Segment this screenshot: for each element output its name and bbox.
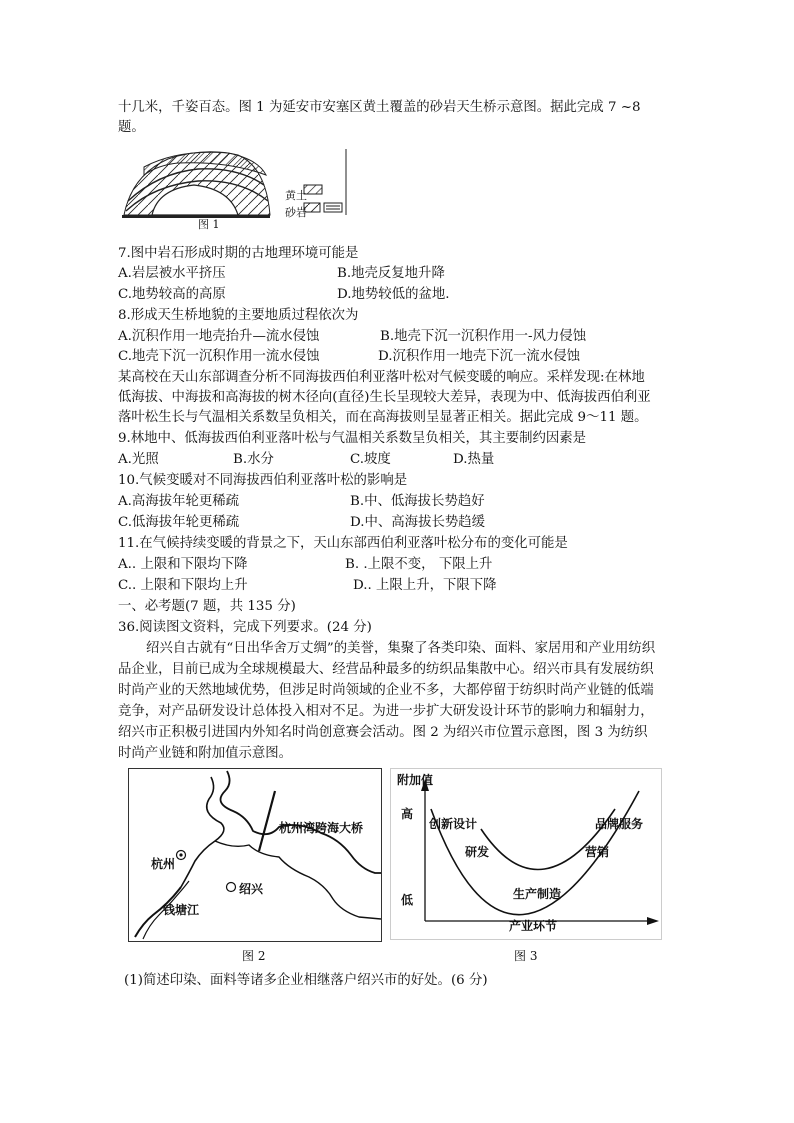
q9-stem: 9.林地中、低海拔西伯利亚落叶松与气温相关系数呈负相关，其主要制约因素是 bbox=[118, 431, 587, 446]
intro-line-2: 题。 bbox=[118, 120, 145, 135]
figure-3-label-innovation: 创新设计 bbox=[429, 817, 478, 831]
q36-para-line-3: 时尚产业的天然地域优势，但涉足时尚领域的企业不多，大都停留于纺织时尚产业链的低端 bbox=[118, 683, 654, 698]
figure-1-legend-loess: 黄土 bbox=[285, 189, 307, 202]
figure-2-caption: 图 2 bbox=[242, 949, 266, 963]
figure-3-axes-and-curves bbox=[391, 769, 661, 939]
q9-option-d: D.热量 bbox=[453, 452, 495, 467]
q7-option-c: C.地势较高的高原 bbox=[118, 287, 226, 302]
q8-option-b: B.地壳下沉一沉积作用一-风力侵蚀 bbox=[380, 329, 587, 344]
q36-para-line-5: 绍兴市正积极引进国内外知名时尚创意赛会活动。图 2 为绍兴市位置示意图，图 3 为纺织 bbox=[118, 725, 648, 740]
figure-3-x-title: 产业环节 bbox=[509, 919, 558, 933]
figure-3-y-high: 高 bbox=[401, 807, 414, 821]
figure-2-label-hangzhou: 杭州 bbox=[151, 857, 176, 871]
figure-2-map bbox=[128, 768, 382, 942]
figure-2-label-shaoxing: 绍兴 bbox=[239, 882, 264, 896]
q9-option-c: C.坡度 bbox=[350, 452, 391, 467]
q10-option-a: A.高海拔年轮更稀疏 bbox=[118, 494, 240, 509]
passage2-line-1: 某高校在天山东部调查分析不同海拔西伯利亚落叶松对气候变暖的响应。采样发现:在林地 bbox=[118, 370, 645, 385]
figure-2-label-bridge: 杭州湾跨海大桥 bbox=[279, 821, 364, 835]
q36-stem: 36.阅读图文资料，完成下列要求。(24 分) bbox=[118, 620, 372, 635]
figure-3-label-brand: 品牌服务 bbox=[595, 817, 644, 831]
q11-option-c: C.. 上限和下限均上升 bbox=[118, 578, 248, 593]
q11-option-a: A.. 上限和下限均下降 bbox=[118, 557, 248, 572]
q7-option-a: A.岩层被水平挤压 bbox=[118, 266, 226, 281]
q10-option-d: D.中、高海拔长势趋缓 bbox=[350, 515, 486, 530]
intro-line-1: 十几米，千姿百态。图 1 为延安市安塞区黄土覆盖的砂岩天生桥示意图。据此完成 7 ~8 bbox=[118, 100, 641, 115]
passage2-line-3: 落叶松生长与气温相关系数呈负相关，而在高海拔则呈显著正相关。据此完成 9～11 题。 bbox=[118, 410, 648, 425]
figure-1-caption: 图 1 bbox=[198, 218, 220, 231]
figure-3-caption: 图 3 bbox=[514, 949, 538, 963]
figure-1-legend-sandstone: 砂岩 bbox=[285, 206, 307, 219]
figure-3-smile-curve bbox=[390, 768, 662, 940]
q8-option-c: C.地壳下沉一沉积作用一流水侵蚀 bbox=[118, 349, 320, 364]
q8-option-d: D.沉积作用一地壳下沉一流水侵蚀 bbox=[378, 349, 580, 364]
figure-3-label-production: 生产制造 bbox=[513, 887, 562, 901]
q10-option-c: C.低海拔年轮更稀疏 bbox=[118, 515, 240, 530]
figure-3-y-low: 低 bbox=[401, 893, 414, 907]
figure-3-label-rnd: 研发 bbox=[465, 845, 490, 859]
q10-stem: 10.气候变暖对不同海拔西伯利亚落叶松的影响是 bbox=[118, 473, 408, 488]
q8-option-a: A.沉积作用一地壳抬升—流水侵蚀 bbox=[118, 329, 320, 344]
q36-sub-1: (1)简述印染、面料等诸多企业相继落户绍兴市的好处。(6 分) bbox=[124, 973, 488, 988]
q8-stem: 8.形成天生桥地貌的主要地质过程依次为 bbox=[118, 308, 359, 323]
q11-option-b: B. .上限不变， 下限上升 bbox=[345, 557, 493, 572]
passage2-line-2: 低海拔、中海拔和高海拔的树木径向(直径)生长呈现较大差异，表现为中、低海拔西伯利亚 bbox=[118, 390, 651, 405]
q36-para-line-6: 时尚产业链和附加值示意图。 bbox=[118, 746, 293, 761]
figure-3-label-marketing: 营销 bbox=[585, 845, 610, 859]
figure-1-sandstone-bridge bbox=[118, 145, 350, 231]
q11-option-d: D.. 上限上升，下限下降 bbox=[353, 578, 497, 593]
q10-option-b: B.中、低海拔长势趋好 bbox=[350, 494, 485, 509]
figure-1-diagram bbox=[118, 145, 350, 231]
figure-3-y-title: 附加值 bbox=[397, 773, 434, 787]
figure-2-label-river: 钱塘江 bbox=[163, 903, 200, 917]
section-header: 一、必考题(7 题，共 135 分) bbox=[118, 599, 296, 614]
q36-para-line-4: 竞争，对产品研发设计总体投入相对不足。为进一步扩大研发设计环节的影响力和辐射力， bbox=[118, 704, 654, 719]
q11-stem: 11.在气候持续变暖的背景之下，天山东部西伯利亚落叶松分布的变化可能是 bbox=[118, 536, 568, 551]
q9-option-a: A.光照 bbox=[118, 452, 159, 467]
q7-stem: 7.图中岩石形成时期的古地理环境可能是 bbox=[118, 246, 359, 261]
q36-para-line-1: 绍兴自古就有“日出华舍万丈绸”的美誉，集聚了各类印染、面料、家居用和产业用纺织 bbox=[146, 641, 656, 656]
q9-option-b: B.水分 bbox=[233, 452, 274, 467]
q7-option-d: D.地势较低的盆地. bbox=[337, 287, 450, 302]
q7-option-b: B.地壳反复地升降 bbox=[337, 266, 445, 281]
q36-para-line-2: 品企业，目前已成为全球规模最大、经营品种最多的纺织品集散中心。绍兴市具有发展纺织 bbox=[118, 662, 654, 677]
